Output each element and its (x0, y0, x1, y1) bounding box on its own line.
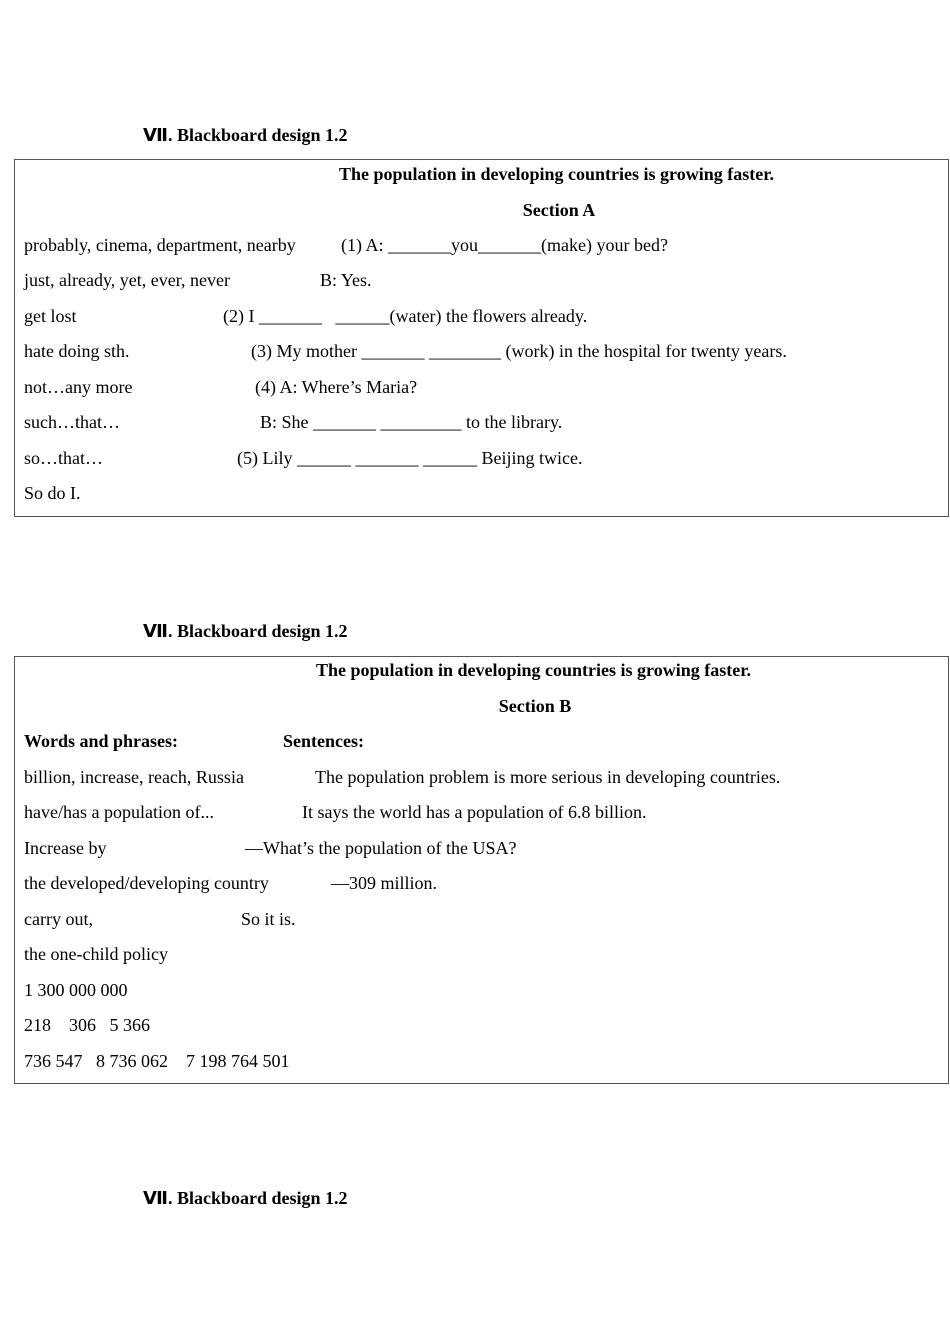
blackboard-box-section-a (14, 159, 949, 517)
table-row (15, 907, 948, 931)
sentence: —309 million. (331, 873, 438, 893)
heading-text: . Blackboard design 1.2 (167, 1188, 348, 1208)
roman-numeral: Ⅶ (143, 621, 168, 642)
roman-numeral: Ⅶ (143, 1188, 168, 1209)
word-phrase: Increase by (24, 838, 107, 858)
section-label: Section A (522, 200, 596, 220)
table-row (15, 836, 948, 860)
table-row (15, 268, 948, 292)
word-phrase: So do I. (24, 483, 81, 503)
number-example: 218 306 5 366 (24, 1015, 150, 1035)
table-row (15, 978, 948, 1002)
word-phrase: get lost (24, 306, 77, 326)
roman-numeral: Ⅶ (143, 125, 168, 146)
word-phrase: such…that… (24, 412, 120, 432)
word-phrase: the one-child policy (24, 944, 168, 964)
table-row (15, 233, 948, 257)
table-row (15, 481, 948, 505)
table-row (15, 765, 948, 789)
word-phrase: have/has a population of... (24, 802, 214, 822)
number-example: 1 300 000 000 (24, 980, 128, 1000)
table-row (15, 446, 948, 470)
heading-text: . Blackboard design 1.2 (167, 125, 348, 145)
sentence: It says the world has a population of 6.8 billion. (302, 802, 647, 822)
word-phrase: the developed/developing country (24, 873, 269, 893)
sentence: —What’s the population of the USA? (245, 838, 517, 858)
section-label: Section B (498, 696, 572, 716)
table-row (15, 304, 948, 328)
word-phrase: hate doing sth. (24, 341, 130, 361)
section-heading-2 (143, 621, 348, 642)
word-phrase: billion, increase, reach, Russia (24, 767, 244, 787)
blackboard-box-section-b (14, 656, 949, 1084)
section-heading-1 (143, 125, 348, 146)
exercise-sentence: (2) I _______ ______(water) the flowers already. (223, 306, 588, 326)
table-row (15, 339, 948, 363)
heading-text: . Blackboard design 1.2 (167, 621, 348, 641)
exercise-sentence: B: She _______ _________ to the library. (260, 412, 563, 432)
column-headers (15, 729, 948, 753)
table-row (15, 1013, 948, 1037)
word-phrase: so…that… (24, 448, 103, 468)
word-phrase: just, already, yet, ever, never (24, 270, 231, 290)
words-header: Words and phrases: (24, 731, 179, 751)
exercise-sentence: B: Yes. (320, 270, 372, 290)
exercise-sentence: (4) A: Where’s Maria? (255, 377, 418, 397)
table-row (15, 942, 948, 966)
section-heading-3 (143, 1188, 348, 1209)
table-row (15, 410, 948, 434)
sentence: So it is. (241, 909, 296, 929)
exercise-sentence: (3) My mother _______ ________ (work) in the hospital for twenty years. (251, 341, 787, 361)
table-row (15, 871, 948, 895)
exercise-sentence: (1) A: _______you_______(make) your bed? (341, 235, 668, 255)
word-phrase: carry out, (24, 909, 93, 929)
box-title: The population in developing countries is growing faster. (338, 164, 775, 184)
number-example: 736 547 8 736 062 7 198 764 501 (24, 1051, 290, 1071)
table-row (15, 1049, 948, 1073)
sentences-header: Sentences: (283, 731, 364, 751)
exercise-sentence: (5) Lily ______ _______ ______ Beijing twice. (237, 448, 583, 468)
table-row (15, 375, 948, 399)
box-title: The population in developing countries is growing faster. (315, 660, 752, 680)
table-row (15, 800, 948, 824)
sentence: The population problem is more serious in developing countries. (315, 767, 781, 787)
word-phrase: probably, cinema, department, nearby (24, 235, 296, 255)
word-phrase: not…any more (24, 377, 133, 397)
